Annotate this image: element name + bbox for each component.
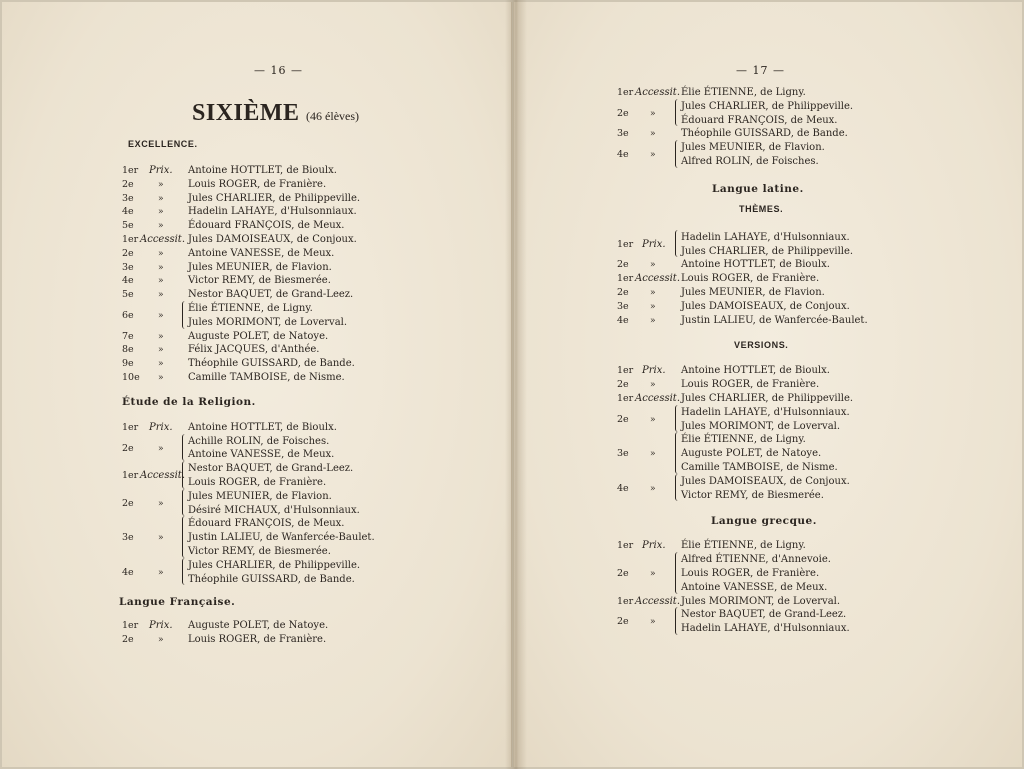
entry-name: Élie ÉTIENNE, de Ligny. bbox=[681, 540, 806, 552]
entry-name: Louis ROGER, de Franière. bbox=[188, 634, 327, 646]
entry-ditto: » bbox=[158, 207, 164, 218]
entry-brace bbox=[182, 558, 185, 586]
entry-name: Hadelin LAHAYE, d'Hulsonniaux. bbox=[681, 231, 850, 243]
entry-name: Jules MORIMONT, de Loverval. bbox=[188, 316, 348, 328]
entry-name: Édouard FRANÇOIS, de Meux. bbox=[188, 220, 345, 232]
entry-name: Victor REMY, de Biesmerée. bbox=[188, 546, 331, 557]
entry-rank: 3e bbox=[617, 128, 629, 140]
entry-rank: 4e bbox=[122, 566, 134, 578]
entry-rank: 2e bbox=[617, 413, 629, 425]
entry-name: Achille ROLIN, de Foisches. bbox=[188, 435, 330, 447]
entry-rank: 10e bbox=[122, 372, 140, 383]
entry-brace bbox=[675, 405, 678, 433]
entry-name: Louis ROGER, de Franière. bbox=[681, 273, 820, 285]
entry-name: Hadelin LAHAYE, d'Hulsonniaux. bbox=[188, 206, 357, 218]
entry-rank: 7e bbox=[122, 330, 134, 342]
entry-brace bbox=[182, 489, 185, 517]
entry-name: Jules DAMOISEAUX, de Conjoux. bbox=[188, 234, 357, 245]
entry-rank: 4e bbox=[617, 314, 629, 326]
entry-name: Louis ROGER, de Franière. bbox=[188, 178, 327, 190]
entry-rank: 2e bbox=[122, 178, 134, 190]
entry-rank: 1er bbox=[617, 238, 634, 250]
entry-name: Jules CHARLIER, de Philippeville. bbox=[188, 192, 361, 204]
entry-brace bbox=[675, 99, 678, 127]
entry-name: Justin LALIEU, de Wanfercée-Baulet. bbox=[681, 314, 868, 326]
entry-name: Auguste POLET, de Natoye. bbox=[188, 330, 329, 342]
entry-ditto: » bbox=[650, 449, 656, 460]
entry-brace bbox=[675, 607, 678, 635]
entry-prize: Accessit. bbox=[140, 470, 185, 482]
entry-rank: 3e bbox=[617, 300, 629, 312]
entry-name: Antoine VANESSE, de Meux. bbox=[188, 449, 335, 461]
entry-name: Louis ROGER, de Franière. bbox=[681, 379, 820, 391]
entry-rank: 2e bbox=[122, 247, 134, 259]
entry-ditto: » bbox=[158, 262, 164, 273]
entry-prize: Accessit. bbox=[635, 393, 680, 404]
entry-name: Édouard FRANÇOIS, de Meux. bbox=[681, 114, 838, 126]
entry-ditto: » bbox=[158, 193, 164, 204]
entry-name: Louis ROGER, de Franière. bbox=[681, 568, 820, 579]
entry-rank: 3e bbox=[122, 261, 134, 273]
entry-prize: Accessit. bbox=[140, 234, 185, 245]
entry-name: Jules MEUNIER, de Flavion. bbox=[681, 142, 825, 154]
entry-name: Jules CHARLIER, de Philippeville. bbox=[681, 100, 854, 112]
entry-ditto: » bbox=[158, 373, 164, 383]
entry-prize: Prix. bbox=[642, 238, 666, 250]
section-heading: Langue grecque. bbox=[711, 515, 817, 528]
entry-name: Auguste POLET, de Natoye. bbox=[188, 620, 329, 632]
entry-name: Théophile GUISSARD, de Bande. bbox=[681, 128, 848, 140]
section-heading: Étude de la Religion. bbox=[122, 395, 256, 408]
book-gutter bbox=[505, 0, 527, 769]
entry-rank: 6e bbox=[122, 309, 134, 321]
entry-name: Antoine HOTTLET, de Bioulx. bbox=[681, 365, 830, 377]
entry-rank: 2e bbox=[617, 379, 629, 391]
entry-ditto: » bbox=[650, 260, 656, 271]
entry-name: Nestor BAQUET, de Grand-Leez. bbox=[681, 609, 847, 621]
entry-name: Félix JACQUES, d'Anthée. bbox=[188, 344, 320, 356]
entry-brace bbox=[675, 552, 678, 593]
entry-ditto: » bbox=[650, 129, 656, 140]
section-heading: Langue Française. bbox=[119, 596, 236, 609]
page-title bbox=[192, 100, 359, 127]
entry-ditto: » bbox=[158, 533, 164, 544]
entry-name: Jules MORIMONT, de Loverval. bbox=[681, 595, 841, 607]
entry-ditto: » bbox=[158, 331, 164, 342]
entry-rank: 2e bbox=[122, 497, 134, 509]
entry-ditto: » bbox=[650, 150, 656, 161]
entry-rank: 4e bbox=[122, 206, 134, 218]
entry-name: Antoine HOTTLET, de Bioulx. bbox=[188, 421, 337, 433]
entry-prize: Accessit. bbox=[635, 595, 680, 607]
entry-rank: 5e bbox=[122, 289, 134, 301]
entry-prize: Prix. bbox=[642, 365, 666, 377]
entry-name: Édouard FRANÇOIS, de Meux. bbox=[188, 518, 345, 530]
entry-rank: 1er bbox=[617, 393, 634, 404]
entry-rank: 2e bbox=[122, 442, 134, 454]
entry-name: Élie ÉTIENNE, de Ligny. bbox=[188, 303, 313, 314]
entry-rank: 1er bbox=[122, 234, 139, 245]
entry-ditto: » bbox=[650, 315, 656, 326]
section-heading: VERSIONS. bbox=[734, 340, 789, 351]
entry-name: Alfred ÉTIENNE, d'Annevoie. bbox=[681, 554, 831, 566]
entry-ditto: » bbox=[158, 345, 164, 356]
entry-brace bbox=[182, 434, 185, 462]
left-page bbox=[2, 2, 512, 767]
entry-name: Victor REMY, de Biesmerée. bbox=[188, 275, 331, 287]
entry-ditto: » bbox=[650, 617, 656, 628]
entry-rank: 4e bbox=[617, 149, 629, 161]
entry-name: Camille TAMBOISE, de Nisme. bbox=[681, 462, 838, 473]
entry-prize: Accessit. bbox=[635, 87, 680, 98]
entry-rank: 4e bbox=[122, 275, 134, 287]
page-number: — 16 — bbox=[254, 64, 303, 77]
entry-rank: 1er bbox=[617, 540, 634, 552]
entry-ditto: » bbox=[158, 310, 164, 321]
entry-name: Victor REMY, de Biesmerée. bbox=[681, 489, 824, 501]
entry-name: Hadelin LAHAYE, d'Hulsonniaux. bbox=[681, 406, 850, 418]
entry-rank: 8e bbox=[122, 344, 134, 356]
section-subheading: THÈMES. bbox=[739, 203, 784, 214]
entry-rank: 2e bbox=[122, 634, 134, 646]
entry-rank: 9e bbox=[122, 358, 134, 370]
entry-prize: Prix. bbox=[149, 620, 173, 632]
entry-name: Antoine HOTTLET, de Bioulx. bbox=[188, 165, 337, 176]
entry-ditto: » bbox=[158, 290, 164, 301]
entry-rank: 3e bbox=[617, 448, 629, 460]
entry-ditto: » bbox=[650, 569, 656, 579]
entry-ditto: » bbox=[158, 498, 164, 509]
entry-rank: 1er bbox=[122, 470, 139, 482]
entry-rank: 3e bbox=[122, 192, 134, 204]
entry-rank: 1er bbox=[617, 595, 634, 607]
entry-prize: Prix. bbox=[642, 540, 666, 552]
section-heading: EXCELLENCE. bbox=[128, 139, 198, 149]
entry-name: Jules DAMOISEAUX, de Conjoux. bbox=[681, 475, 850, 487]
entry-brace bbox=[675, 140, 678, 168]
entry-brace bbox=[675, 230, 678, 258]
section-heading: Langue latine. bbox=[712, 182, 804, 195]
entry-ditto: » bbox=[158, 248, 164, 259]
entry-name: Jules CHARLIER, de Philippeville. bbox=[681, 245, 854, 257]
entry-name: Jules DAMOISEAUX, de Conjoux. bbox=[681, 300, 850, 312]
entry-rank: 2e bbox=[617, 568, 629, 579]
entry-name: Jules MEUNIER, de Flavion. bbox=[188, 490, 332, 502]
title-sub: (46 élèves) bbox=[306, 109, 360, 123]
entry-ditto: » bbox=[158, 276, 164, 287]
entry-prize: Accessit. bbox=[635, 273, 680, 285]
entry-ditto: » bbox=[650, 288, 656, 298]
entry-name: Jules CHARLIER, de Philippeville. bbox=[188, 559, 361, 571]
entry-ditto: » bbox=[158, 567, 164, 578]
entry-name: Théophile GUISSARD, de Bande. bbox=[188, 573, 355, 585]
entry-rank: 1er bbox=[617, 365, 634, 377]
entry-rank: 1er bbox=[617, 273, 634, 285]
entry-ditto: » bbox=[158, 221, 164, 232]
entry-rank: 5e bbox=[122, 220, 134, 232]
entry-rank: 2e bbox=[617, 616, 629, 628]
entry-name: Élie ÉTIENNE, de Ligny. bbox=[681, 434, 806, 446]
entry-name: Auguste POLET, de Natoye. bbox=[681, 448, 822, 460]
entry-prize: Prix. bbox=[149, 421, 173, 433]
page-number: — 17 — bbox=[736, 64, 785, 77]
entry-rank: 2e bbox=[617, 259, 629, 271]
entry-name: Antoine VANESSE, de Meux. bbox=[681, 581, 828, 593]
entry-ditto: » bbox=[158, 179, 164, 190]
entry-name: Louis ROGER, de Franière. bbox=[188, 477, 327, 488]
entry-name: Nestor BAQUET, de Grand-Leez. bbox=[188, 463, 354, 475]
entry-name: Justin LALIEU, de Wanfercée-Baulet. bbox=[188, 532, 375, 544]
entry-prize: Prix. bbox=[149, 165, 173, 176]
entry-name: Désiré MICHAUX, d'Hulsonniaux. bbox=[188, 504, 360, 516]
entry-name: Antoine VANESSE, de Meux. bbox=[188, 247, 335, 259]
entry-name: Théophile GUISSARD, de Bande. bbox=[188, 358, 355, 370]
right-page bbox=[513, 2, 1022, 767]
title-main: SIXIÈME bbox=[192, 100, 300, 126]
entry-name: Antoine HOTTLET, de Bioulx. bbox=[681, 259, 830, 271]
entry-brace bbox=[182, 516, 185, 557]
entry-name: Jules MEUNIER, de Flavion. bbox=[681, 287, 825, 298]
entry-ditto: » bbox=[650, 301, 656, 312]
entry-ditto: » bbox=[650, 414, 656, 425]
entry-name: Jules MORIMONT, de Loverval. bbox=[681, 420, 841, 432]
entry-ditto: » bbox=[158, 635, 164, 646]
entry-name: Alfred ROLIN, de Foisches. bbox=[681, 156, 819, 167]
entry-rank: 2e bbox=[617, 107, 629, 119]
entry-rank: 4e bbox=[617, 482, 629, 494]
entry-name: Hadelin LAHAYE, d'Hulsonniaux. bbox=[681, 623, 850, 635]
entry-rank: 1er bbox=[122, 620, 139, 632]
entry-brace bbox=[182, 301, 185, 329]
entry-brace bbox=[675, 432, 678, 473]
entry-ditto: » bbox=[650, 108, 656, 119]
entry-name: Jules MEUNIER, de Flavion. bbox=[188, 261, 332, 273]
entry-brace bbox=[675, 474, 678, 502]
entry-ditto: » bbox=[158, 443, 164, 454]
entry-ditto: » bbox=[650, 380, 656, 391]
entry-rank: 2e bbox=[617, 287, 629, 298]
entry-name: Élie ÉTIENNE, de Ligny. bbox=[681, 87, 806, 98]
entry-rank: 3e bbox=[122, 532, 134, 544]
entry-brace bbox=[182, 461, 185, 489]
entry-rank: 1er bbox=[122, 421, 139, 433]
entry-rank: 1er bbox=[122, 165, 139, 176]
entry-name: Jules CHARLIER, de Philippeville. bbox=[681, 393, 854, 404]
entry-name: Nestor BAQUET, de Grand-Leez. bbox=[188, 289, 354, 301]
entry-rank: 1er bbox=[617, 87, 634, 98]
entry-ditto: » bbox=[158, 359, 164, 370]
entry-ditto: » bbox=[650, 483, 656, 494]
entry-name: Camille TAMBOISE, de Nisme. bbox=[188, 372, 345, 383]
